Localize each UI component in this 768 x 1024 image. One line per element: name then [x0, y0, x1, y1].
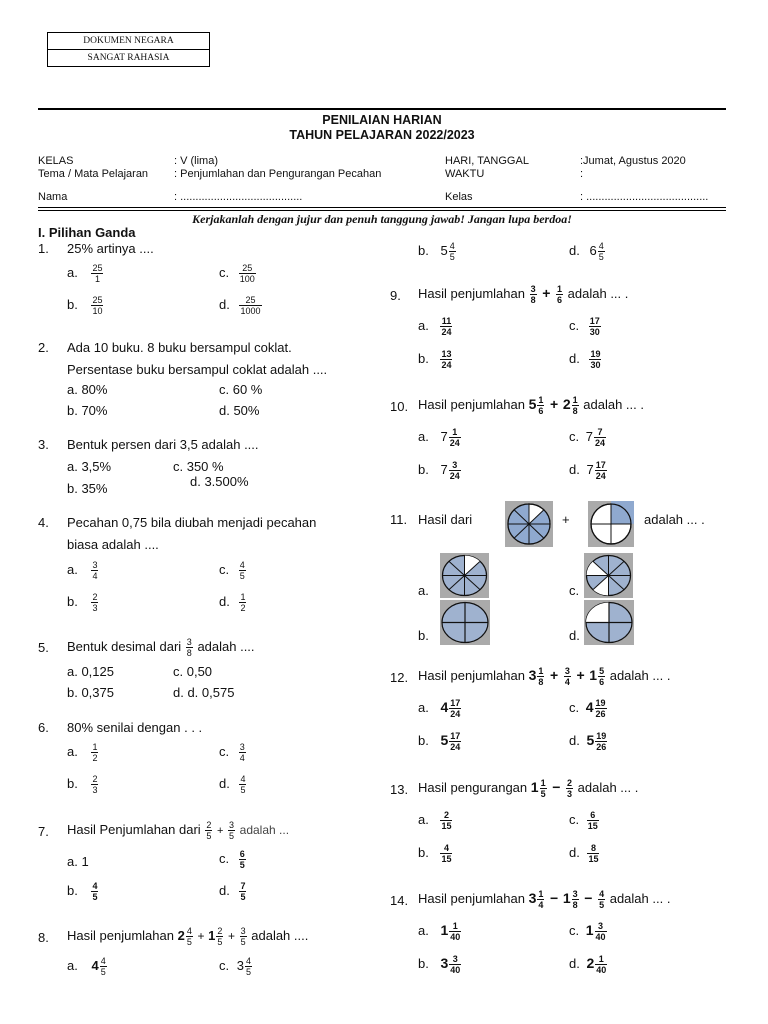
fraction: $\frac{13}{24}$	[441, 349, 452, 370]
option-letter: c.	[219, 264, 230, 280]
fraction: $\frac{3}{24}$	[449, 460, 460, 481]
option-letter: b.	[418, 732, 429, 748]
whole-number: 4	[440, 698, 449, 715]
option-letter: a.	[418, 317, 429, 333]
q1-option-b[interactable]	[67, 295, 104, 316]
q9-text	[418, 284, 628, 305]
q6-number: 6.	[38, 720, 49, 735]
fraction: $\frac{7}{24}$	[594, 427, 605, 448]
title-line-2: TAHUN PELAJARAN 2022/2023	[289, 128, 475, 142]
option-letter: c.	[219, 561, 230, 577]
fraction: $\frac{1}{5}$	[540, 778, 546, 799]
q13-text-post: adalah ... .	[577, 779, 639, 795]
q9-option-a[interactable]	[418, 316, 453, 337]
whole-number: 5	[586, 731, 595, 748]
option-letter: d.	[219, 775, 230, 791]
fraction: $\frac{17}{24}$	[595, 460, 606, 481]
q9-number: 9.	[390, 288, 401, 303]
fraction: $\frac{19}{30}$	[590, 349, 601, 370]
plus-sign: +	[550, 395, 559, 412]
q14-text-post: adalah ... .	[609, 890, 671, 906]
q11-option-b-image[interactable]	[440, 600, 490, 645]
fraction: $\frac{4}{5}$	[598, 241, 604, 262]
q5-option-b[interactable]: b. 0,375	[67, 685, 114, 700]
q5-option-c[interactable]: c. 0,50	[173, 664, 213, 679]
minus-sign: −	[584, 889, 593, 906]
q2-option-b[interactable]: b. 70%	[67, 403, 108, 418]
q6-option-d[interactable]	[219, 774, 247, 795]
whole-number: 1	[530, 778, 539, 795]
pie-eighths-question-image	[505, 501, 553, 547]
whole-number: 6	[589, 242, 597, 258]
fraction: $\frac{2}{5}$	[206, 820, 212, 841]
q3-option-b[interactable]: b. 35%	[67, 481, 108, 496]
fraction: $\frac{25}{1}$	[92, 263, 103, 284]
fraction: $\frac{3}{40}$	[595, 921, 606, 942]
q5-option-d[interactable]: d. d. 0,575	[173, 685, 235, 700]
whole-number: 3	[440, 954, 449, 971]
meta-waktu-value: :	[580, 168, 584, 180]
fraction: $\frac{1}{40}$	[450, 921, 461, 942]
q4-text-2: biasa adalah ....	[67, 537, 159, 552]
fraction: $\frac{7}{5}$	[240, 881, 246, 902]
option-letter: a.	[418, 811, 429, 827]
fraction: $\frac{6}{15}$	[587, 810, 598, 831]
pie-quarters-icon	[588, 501, 634, 547]
q2-text-1: Ada 10 buku. 8 buku bersampul coklat.	[67, 340, 292, 355]
q12-text-post: adalah ... .	[609, 667, 671, 683]
meta-kelas-label: KELAS	[38, 155, 74, 167]
fraction: $\frac{1}{2}$	[92, 742, 98, 763]
q12-number: 12.	[390, 670, 409, 685]
q8-option-d[interactable]	[569, 241, 606, 262]
meta-kelas-value: : V (lima)	[174, 155, 218, 167]
whole-number: 2	[586, 954, 595, 971]
fraction: $\frac{3}{8}$	[186, 637, 192, 658]
option-letter: d.	[569, 955, 580, 971]
option-letter: b.	[418, 461, 429, 477]
q13-option-d[interactable]	[569, 843, 600, 864]
q4-text-1: Pecahan 0,75 bila diubah menjadi pecahan	[67, 515, 317, 530]
q11-option-d[interactable]: d.	[569, 628, 580, 643]
whole-number: 1	[440, 921, 449, 938]
q10-option-d[interactable]	[569, 460, 608, 481]
meta-nama-label: Nama	[38, 191, 68, 203]
plus-sign: +	[197, 928, 205, 943]
whole-number: 1	[562, 889, 571, 906]
q14-option-a[interactable]	[418, 921, 462, 942]
q7-text-pre: Hasil Penjumlahan dari	[67, 821, 201, 837]
q1-text: 25% artinya ....	[67, 241, 154, 256]
fraction: $\frac{1}{8}$	[538, 666, 544, 687]
option-letter: c.	[219, 743, 230, 759]
fraction: $\frac{1}{40}$	[596, 954, 607, 975]
pie-eighths-icon	[505, 501, 553, 547]
whole-number: 4	[91, 957, 99, 973]
q8-option-c[interactable]	[219, 956, 253, 977]
q12-text-pre: Hasil penjumlahan	[418, 667, 525, 683]
meta-tema-label: Tema / Mata Pelajaran	[38, 168, 149, 180]
fraction: $\frac{1}{2}$	[240, 592, 246, 613]
fraction: $\frac{4}{5}$	[449, 241, 455, 262]
option-letter: c.	[569, 922, 580, 938]
fraction: $\frac{4}{5}$	[100, 956, 106, 977]
q12-option-d[interactable]	[569, 731, 608, 752]
q7-text	[67, 820, 289, 841]
q1-number: 1.	[38, 241, 49, 256]
fraction: $\frac{4}{5}$	[239, 560, 245, 581]
option-letter: a.	[418, 428, 429, 444]
fraction: $\frac{25}{1000}$	[240, 295, 261, 316]
plus-sign: +	[216, 824, 224, 837]
q9-option-b[interactable]	[418, 349, 453, 370]
classification-box	[47, 32, 210, 67]
q4-option-d[interactable]	[219, 592, 247, 613]
q11-option-a-image[interactable]	[440, 553, 489, 598]
q10-text	[418, 395, 644, 416]
option-letter: a.	[418, 922, 429, 938]
fraction: $\frac{8}{15}$	[588, 843, 599, 864]
q9-option-c[interactable]	[569, 316, 602, 337]
q12-text	[418, 666, 670, 687]
q5-option-a[interactable]: a. 0,125	[67, 664, 114, 679]
q3-text: Bentuk persen dari 3,5 adalah ....	[67, 437, 259, 452]
option-letter: d.	[219, 296, 230, 312]
q2-option-c[interactable]: c. 60 %	[219, 382, 263, 397]
plus-sign: +	[576, 666, 585, 683]
option-letter: d.	[569, 242, 580, 258]
fraction: $\frac{2}{15}$	[441, 810, 452, 831]
q7-option-a[interactable]: a. 1	[67, 854, 89, 869]
plus-sign: +	[227, 928, 235, 943]
option-letter: c.	[219, 957, 230, 973]
option-letter: b.	[418, 844, 429, 860]
fraction: $\frac{1}{8}$	[572, 395, 578, 416]
option-letter: b.	[67, 593, 78, 609]
meta-kelas2-label: Kelas	[445, 191, 473, 203]
whole-number: 3	[528, 889, 537, 906]
q14-option-c[interactable]	[569, 921, 608, 942]
meta-rule-1	[38, 207, 726, 208]
q10-number: 10.	[390, 399, 409, 414]
q11-number: 11.	[390, 512, 408, 527]
q14-text-pre: Hasil penjumlahan	[418, 890, 525, 906]
whole-number: 4	[585, 698, 594, 715]
option-letter: a.	[67, 264, 78, 280]
whole-number: 1	[585, 921, 594, 938]
whole-number: 7	[440, 428, 448, 444]
fraction: $\frac{4}{5}$	[92, 881, 98, 902]
option-letter: d.	[219, 882, 230, 898]
q3-option-c[interactable]: c. 350 %	[173, 459, 224, 474]
meta-kelas2-value: : ........................................	[580, 191, 709, 203]
q13-number: 13.	[390, 782, 409, 797]
q12-option-c[interactable]	[569, 698, 608, 719]
q7-option-b[interactable]	[67, 881, 99, 902]
fraction: $\frac{3}{8}$	[530, 284, 536, 305]
q4-option-a[interactable]	[67, 560, 99, 581]
fraction: $\frac{3}{4}$	[92, 560, 98, 581]
meta-waktu-label: WAKTU	[445, 168, 485, 180]
q8-option-b[interactable]	[418, 241, 457, 262]
q11-option-b[interactable]: b.	[418, 628, 429, 643]
q10-text-pre: Hasil penjumlahan	[418, 396, 525, 412]
fraction: $\frac{4}{5}$	[240, 774, 246, 795]
q14-number: 14.	[390, 893, 409, 908]
whole-number: 2	[177, 927, 185, 943]
option-letter: b.	[67, 882, 78, 898]
whole-number: 5	[440, 731, 449, 748]
fraction: $\frac{2}{3}$	[92, 592, 98, 613]
option-letter: a.	[67, 561, 78, 577]
q9-option-d[interactable]	[569, 349, 602, 370]
q13-text-pre: Hasil pengurangan	[418, 779, 528, 795]
whole-number: 5	[440, 242, 448, 258]
fraction: $\frac{1}{24}$	[449, 427, 460, 448]
classification-line-2: SANGAT RAHASIA	[48, 49, 209, 66]
classification-line-1: DOKUMEN NEGARA	[83, 36, 174, 46]
option-letter: a.	[67, 743, 78, 759]
fraction: $\frac{19}{26}$	[595, 698, 606, 719]
q4-option-c[interactable]	[219, 560, 247, 581]
q4-option-b[interactable]	[67, 592, 99, 613]
fraction: $\frac{2}{3}$	[567, 778, 573, 799]
option-letter: a.	[418, 699, 429, 715]
q1-option-d[interactable]	[219, 295, 263, 316]
q13-option-c[interactable]	[569, 810, 600, 831]
q8-text	[67, 926, 308, 947]
fraction: $\frac{3}{8}$	[572, 889, 578, 910]
pie-quarters-question-image	[588, 501, 634, 547]
fraction: $\frac{6}{5}$	[239, 849, 245, 870]
option-letter: d.	[569, 732, 580, 748]
q5-text	[67, 637, 255, 658]
q10-text-post: adalah ... .	[583, 396, 644, 412]
q14-option-d[interactable]	[569, 954, 608, 975]
whole-number: 7	[585, 428, 593, 444]
q9-text-pre: Hasil penjumlahan	[418, 285, 525, 301]
q1-option-c[interactable]	[219, 263, 257, 284]
option-letter: a.	[67, 957, 78, 973]
option-letter: b.	[418, 242, 429, 258]
fraction: $\frac{4}{15}$	[441, 843, 452, 864]
plus-sign: +	[542, 284, 551, 301]
fraction: $\frac{19}{26}$	[596, 731, 607, 752]
fraction: $\frac{4}{5}$	[245, 956, 251, 977]
fraction: $\frac{2}{5}$	[217, 926, 223, 947]
q3-option-d[interactable]: d. 3.500%	[190, 474, 249, 489]
q10-option-a[interactable]	[418, 427, 462, 448]
q13-text	[418, 778, 638, 799]
q1-option-a[interactable]	[67, 263, 104, 284]
q11-option-d-image[interactable]	[584, 600, 634, 645]
minus-sign: −	[550, 889, 559, 906]
q6-option-b[interactable]	[67, 774, 99, 795]
q3-number: 3.	[38, 437, 49, 452]
q8-option-a[interactable]	[67, 956, 108, 977]
option-letter: c.	[569, 699, 580, 715]
q8-text-pre: Hasil penjumlahan	[67, 927, 174, 943]
q4-number: 4.	[38, 515, 49, 530]
q10-option-b[interactable]	[418, 460, 462, 481]
fraction: $\frac{3}{4}$	[564, 666, 570, 687]
meta-hari-label: HARI, TANGGAL	[445, 155, 529, 167]
fraction: $\frac{17}{24}$	[450, 731, 461, 752]
q14-option-b[interactable]	[418, 954, 462, 975]
whole-number: 7	[440, 461, 448, 477]
option-letter: c.	[569, 317, 580, 333]
q11-option-c[interactable]: c.	[569, 583, 580, 598]
plus-sign: +	[550, 666, 559, 683]
meta-nama-value: : ........................................	[174, 191, 303, 203]
q6-text: 80% senilai dengan . . .	[67, 720, 203, 735]
option-letter: c.	[569, 428, 580, 444]
option-letter: d.	[219, 593, 230, 609]
fraction: $\frac{11}{24}$	[441, 316, 452, 337]
fraction: $\frac{1}{6}$	[538, 395, 544, 416]
header-rule	[38, 108, 726, 110]
option-letter: b.	[67, 775, 78, 791]
pie-quarters-option-d-icon	[584, 600, 634, 645]
q6-option-a[interactable]	[67, 742, 99, 763]
meta-hari-value: :Jumat, Agustus 2020	[580, 155, 686, 167]
q12-option-b[interactable]	[418, 731, 462, 752]
fraction: $\frac{3}{5}$	[229, 820, 235, 841]
fraction: $\frac{4}{5}$	[599, 889, 605, 910]
meta-tema-value: : Penjumlahan dan Pengurangan Pecahan	[174, 168, 382, 180]
q2-option-a[interactable]: a. 80%	[67, 382, 108, 397]
pie-eighths-option-a-icon	[440, 553, 489, 598]
q2-number: 2.	[38, 340, 49, 355]
whole-number: 5	[528, 395, 537, 412]
q9-text-post: adalah ... .	[567, 285, 629, 301]
whole-number: 3	[528, 666, 537, 683]
option-letter: b.	[418, 350, 429, 366]
q12-option-a[interactable]	[418, 698, 462, 719]
fraction: $\frac{1}{4}$	[538, 889, 544, 910]
option-letter: d.	[569, 461, 580, 477]
q11-option-c-image[interactable]	[584, 553, 633, 598]
pie-eighths-option-c-icon	[584, 553, 633, 598]
option-letter: c.	[569, 811, 580, 827]
option-letter: b.	[418, 955, 429, 971]
q8-number: 8.	[38, 930, 49, 945]
q6-option-c[interactable]	[219, 742, 247, 763]
q10-option-c[interactable]	[569, 427, 607, 448]
fraction: $\frac{4}{5}$	[186, 926, 192, 947]
fraction: $\frac{3}{5}$	[240, 926, 246, 947]
q3-option-a[interactable]: a. 3,5%	[67, 459, 112, 474]
fraction: $\frac{3}{4}$	[239, 742, 245, 763]
q2-option-d[interactable]: d. 50%	[219, 403, 260, 418]
q11-plus-sign: +	[562, 512, 570, 527]
q11-option-a[interactable]: a.	[418, 583, 429, 598]
whole-number: 7	[586, 461, 594, 477]
instruction-text: Kerjakanlah dengan jujur dan penuh tanggung jawab! Jangan lupa berdoa!	[192, 212, 572, 226]
q13-option-a[interactable]	[418, 810, 453, 831]
option-letter: b.	[67, 296, 78, 312]
q11-text-post: adalah ... .	[644, 512, 705, 527]
q7-option-c[interactable]	[219, 849, 247, 870]
q14-text	[418, 889, 670, 910]
option-letter: d.	[569, 350, 580, 366]
q7-number: 7.	[38, 824, 49, 839]
option-letter: d.	[569, 844, 580, 860]
fraction: $\frac{2}{3}$	[92, 774, 98, 795]
fraction: $\frac{5}{6}$	[599, 666, 605, 687]
q5-number: 5.	[38, 640, 49, 655]
q8-text-post: adalah ....	[251, 927, 309, 943]
whole-number: 2	[562, 395, 571, 412]
section-heading: I. Pilihan Ganda	[38, 225, 136, 240]
title-line-1: PENILAIAN HARIAN	[322, 113, 442, 127]
fraction: $\frac{3}{40}$	[450, 954, 461, 975]
fraction: $\frac{25}{100}$	[239, 263, 255, 284]
q2-text-2: Persentase buku bersampul coklat adalah ....	[67, 362, 328, 377]
whole-number: 3	[236, 957, 244, 973]
q13-option-b[interactable]	[418, 843, 453, 864]
fraction: $\frac{17}{24}$	[450, 698, 461, 719]
whole-number: 1	[589, 666, 598, 683]
option-letter: c.	[219, 850, 230, 866]
minus-sign: −	[552, 778, 561, 795]
fraction: $\frac{25}{10}$	[92, 295, 103, 316]
fraction: $\frac{1}{6}$	[557, 284, 563, 305]
q7-option-d[interactable]	[219, 881, 247, 902]
q5-text-pre: Bentuk desimal dari	[67, 638, 182, 654]
fraction: $\frac{17}{30}$	[589, 316, 600, 337]
q5-text-post: adalah ....	[197, 638, 255, 654]
pie-quarters-option-b-icon	[440, 600, 490, 645]
q7-text-post: adalah ...	[239, 822, 290, 837]
q11-text-pre: Hasil dari	[418, 512, 473, 527]
meta-rule-2	[38, 210, 726, 211]
whole-number: 1	[208, 927, 216, 943]
